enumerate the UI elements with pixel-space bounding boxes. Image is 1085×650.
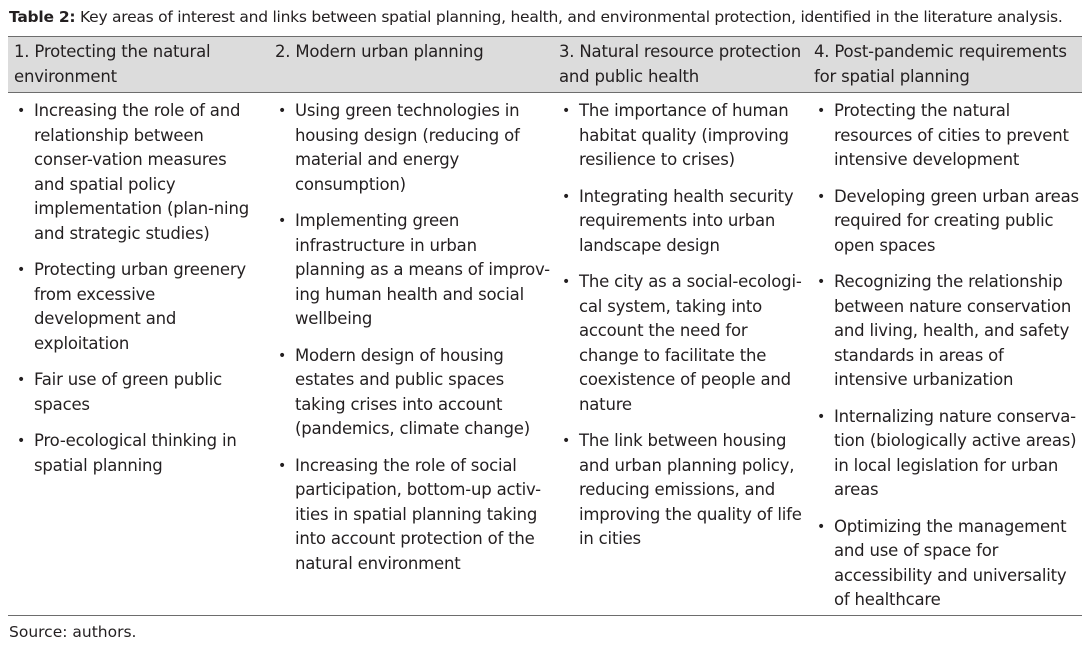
list-item (809, 99, 1081, 173)
bullet-icon: • (817, 518, 826, 535)
table-caption (9, 7, 1079, 27)
column-2-list (270, 99, 550, 588)
list-item-text: Protecting urban greenery from excessive development and exploitation (34, 260, 246, 353)
bullet-icon: • (817, 103, 826, 119)
bullet-icon: • (817, 274, 826, 290)
bullet-icon: • (17, 433, 26, 449)
list-item-text: The city as a social-ecologi-cal system, taking into account the need for change to facilitate the coexistence of people and nature (579, 272, 802, 414)
list-item-text: Using green technologies in housing design (reducing of material and energy consumption) (295, 101, 520, 194)
list-item-text: Recognizing the relationship between nature conservation and living, health, and safety standards in areas of intensive urbanization (834, 272, 1072, 389)
list-item (270, 99, 550, 197)
bullet-icon: • (278, 347, 287, 364)
list-item-text: Fair use of green public spaces (34, 370, 223, 414)
bullet-icon: • (562, 103, 571, 119)
bullet-icon: • (17, 103, 26, 119)
table-header-row (8, 36, 1082, 93)
column-3-list (554, 99, 804, 564)
list-item (9, 368, 259, 417)
bullet-icon: • (562, 433, 571, 449)
table (8, 36, 1082, 616)
bullet-icon: • (817, 408, 826, 425)
list-item-text: Pro-ecological thinking in spatial planning (34, 431, 237, 475)
column-header-4: 4. Post-pandemic requirements for spatial planning (814, 42, 1067, 86)
list-item-text: The link between housing and urban planning policy, reducing emissions, and improving the quality of life in cities (579, 431, 802, 548)
list-item (809, 270, 1081, 393)
bullet-icon: • (817, 188, 826, 205)
list-item-text: Implementing green infrastructure in urban planning as a means of improv-ing human health and social wellbeing (295, 211, 550, 328)
bullet-icon: • (562, 274, 571, 290)
table-source-note: Source: authors. (9, 623, 137, 641)
list-item-text: The importance of human habitat quality (improving resilience to crises) (579, 101, 789, 169)
list-item-text: Modern design of housing estates and public spaces taking crises into account (pandemics, climate change) (295, 345, 530, 438)
list-item-text: Optimizing the management and use of space for accessibility and universality of healthcare (834, 516, 1067, 609)
column-1-list (9, 99, 259, 490)
column-header-3: 3. Natural resource protection and public health (559, 42, 801, 86)
list-item (9, 429, 259, 478)
list-item-text: Integrating health security requirements into urban landscape design (579, 186, 794, 255)
list-item (9, 99, 259, 246)
list-item-text: Internalizing nature conserva-tion (biologically active areas) in local legislation for urban areas (834, 406, 1077, 499)
list-item (554, 185, 804, 259)
bullet-icon: • (17, 372, 26, 388)
list-item (554, 270, 804, 417)
column-4-list (809, 99, 1081, 625)
list-item (809, 185, 1081, 259)
column-header-1: 1. Protecting the natural environment (14, 42, 211, 86)
list-item (270, 454, 550, 577)
list-item (9, 258, 259, 356)
column-header-2: 2. Modern urban planning (275, 42, 484, 61)
table-body-row (8, 93, 1082, 616)
list-item (270, 344, 550, 442)
list-item-text: Increasing the role of social participation, bottom-up activ-ities in spatial planning taking into account protection of the natural environment (295, 455, 541, 573)
list-item (554, 99, 804, 173)
list-item (270, 209, 550, 332)
list-item-text: Protecting the natural resources of cities to prevent intensive development (834, 101, 1069, 169)
bullet-icon: • (278, 213, 287, 229)
caption-text: Key areas of interest and links between spatial planning, health, and environmental protection, identified in the literature analysis. (75, 8, 1063, 26)
bullet-icon: • (562, 188, 571, 205)
table-number: Table 2: (9, 8, 76, 26)
list-item-text: Developing green urban areas required for creating public open spaces (834, 186, 1079, 255)
list-item-text: Increasing the role of and relationship between conser-vation measures and spatial policy implementation (plan-ning and strategic studies) (34, 101, 249, 243)
bullet-icon: • (17, 262, 26, 278)
list-item (554, 429, 804, 552)
bullet-icon: • (278, 103, 287, 119)
list-item (809, 405, 1081, 503)
list-item (809, 515, 1081, 613)
bullet-icon: • (278, 457, 287, 474)
